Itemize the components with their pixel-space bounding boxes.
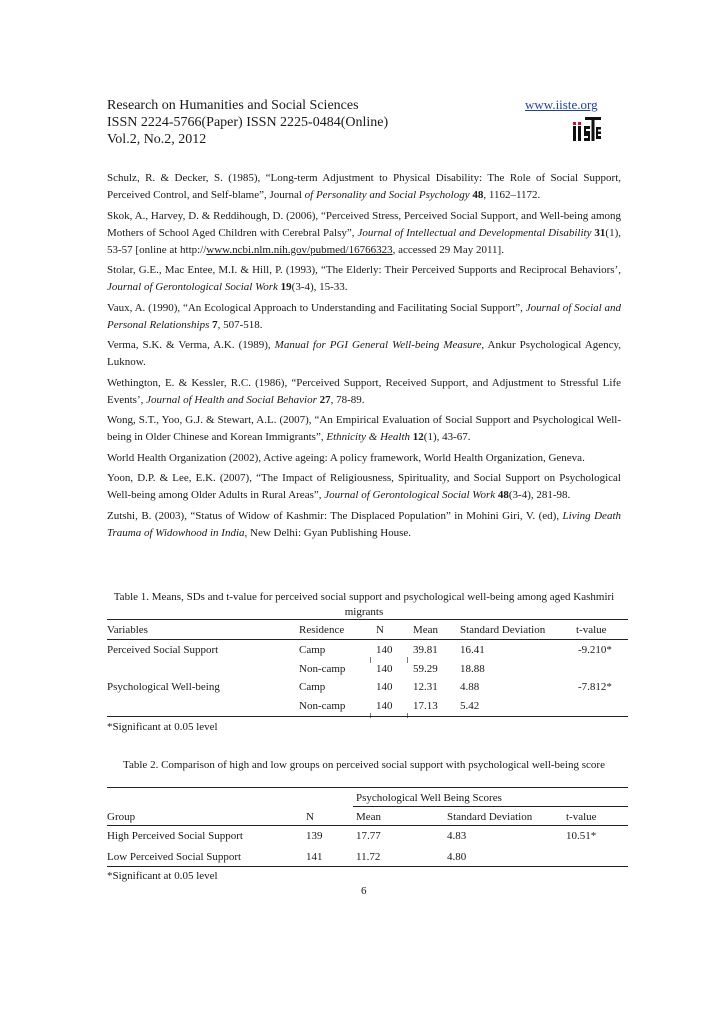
reference-text: (3-4), 15-33. <box>291 281 348 293</box>
reference-text: Zutshi, B. (2003), “Status of Widow of Kashmir: The Displaced Population” in Mohini Giri, V. (ed), <box>107 509 563 522</box>
reference-item <box>107 375 621 409</box>
table2-row2-group: Low Perceived Social Support <box>107 851 242 863</box>
table2-row2-n: 141 <box>306 851 323 863</box>
table2-header-sd: Standard Deviation <box>447 811 533 823</box>
reference-text: 7 <box>212 318 218 331</box>
table2-super-header: Psychological Well Being Scores <box>356 792 502 804</box>
reference-item <box>107 262 621 296</box>
volume-line: Vol.2, No.2, 2012 <box>107 132 207 147</box>
reference-text: (1), 43-67. <box>423 431 471 443</box>
table1-top-rule <box>107 619 628 620</box>
reference-text: , Ankur Psychological Agency, Luknow. <box>107 339 621 368</box>
table2-row1-t: 10.51* <box>566 830 597 842</box>
table2-header-t: t-value <box>566 811 597 823</box>
reference-text: Living Death Trauma of Widowhood in India, <box>107 509 622 539</box>
table2-header-rule <box>107 825 628 826</box>
table2-row2-sd: 4.80 <box>447 851 467 863</box>
table2-bottom-rule <box>107 866 628 867</box>
reference-url-link[interactable]: www.ncbi.nlm.nih.gov/pubmed/16766323 <box>206 243 393 256</box>
table2-row1-mean: 17.77 <box>356 830 381 842</box>
reference-text: Yoon, D.P. & Lee, E.K. (2007), “The Impact of Religiousness, Spirituality, and Social Support on Psychological Well-being among Older Adults in Rural Areas”, <box>107 472 621 501</box>
reference-text: New Delhi: Gyan Publishing House. <box>247 526 412 539</box>
journal-url-link[interactable]: www.iiste.org <box>525 97 598 112</box>
reference-text: 27 <box>319 393 331 406</box>
reference-item <box>107 470 621 504</box>
table1-header-rule <box>107 639 628 640</box>
reference-text: (1), 53-57 [online at http:// <box>107 226 621 256</box>
journal-title: Research on Humanities and Social Sciences <box>107 98 359 113</box>
reference-text: Manual for PGI General Well-being Measure <box>274 339 482 351</box>
table1-header-mean: Mean <box>413 624 439 636</box>
table2-super-rule <box>353 806 628 807</box>
reference-text: Journal of Gerontological Social Work <box>324 489 496 501</box>
table1-header-n: N <box>376 624 384 636</box>
issn-line: ISSN 2224-5766(Paper) ISSN 2225-0484(Online) <box>107 115 389 130</box>
table2-row1-n: 139 <box>306 830 323 842</box>
table1-caption: Table 1. Means, SDs and t-value for perceived social support and psychological well-being among aged Kashmiri migrants <box>113 591 615 618</box>
reference-text: Journal of Gerontological Social Work <box>107 281 278 293</box>
table1-row2-sd: 18.88 <box>460 663 485 675</box>
page-number: 6 <box>361 885 367 897</box>
table2-header-mean: Mean <box>356 811 382 823</box>
reference-text: Journal of Health and Social Behavior <box>146 393 317 406</box>
references-list <box>107 170 621 545</box>
table1-row1-n: 140 <box>376 644 393 656</box>
reference-text: Journal of Intellectual and Developmental Disability <box>357 226 592 239</box>
table2-note: *Significant at 0.05 level <box>107 870 218 882</box>
reference-text: , accessed 29 May 2011]. <box>392 243 504 256</box>
table1-divider <box>370 657 371 663</box>
reference-text: 31 <box>594 226 606 239</box>
table1-row3-variable: Psychological Well-being <box>107 681 220 693</box>
table1-row1-t: -9.210* <box>578 644 612 656</box>
reference-text: , 1162–1172. <box>483 189 541 201</box>
table1-row4-sd: 5.42 <box>460 700 480 712</box>
table1-row3-sd: 4.88 <box>460 681 480 693</box>
reference-item <box>107 300 621 334</box>
table1-note: *Significant at 0.05 level <box>107 721 218 733</box>
reference-item <box>107 450 621 467</box>
table2-header-n: N <box>306 811 314 823</box>
table2-row1-sd: 4.83 <box>447 830 467 842</box>
table1-row1-mean: 39.81 <box>413 644 438 656</box>
reference-item <box>107 508 621 542</box>
table1-divider <box>407 657 408 663</box>
reference-text: , 78-89. <box>330 393 365 406</box>
reference-text: of Personality and Social Psychology <box>304 189 470 201</box>
table1-row3-n: 140 <box>376 681 393 693</box>
reference-text: 12 <box>412 431 424 443</box>
reference-text: (3-4), 281-98. <box>508 489 571 501</box>
table1-bottom-rule <box>107 716 628 717</box>
table2-top-rule <box>107 787 628 788</box>
reference-text: Schulz, R. & Decker, S. (1985), “Long-term Adjustment to Physical Disability: The Role of Social Support, Perceived Control, and Self-blame”, Journal <box>107 172 621 201</box>
reference-text: 48 <box>472 189 484 201</box>
reference-text: World Health Organization (2002), Active ageing: A policy framework, World Health Organization, Geneva. <box>107 451 585 464</box>
reference-text: , 507-518. <box>217 318 263 331</box>
table2-caption: Table 2. Comparison of high and low groups on perceived social support with psychological well-being score <box>123 759 605 771</box>
table1-header-residence: Residence <box>299 624 345 636</box>
table1-row2-mean: 59.29 <box>413 663 438 675</box>
reference-text: 48 <box>497 489 509 501</box>
table1-row1-residence: Camp <box>299 644 326 656</box>
table1-row1-variable: Perceived Social Support <box>107 644 219 656</box>
table1-row1-sd: 16.41 <box>460 644 485 656</box>
table2-header-group: Group <box>107 811 136 823</box>
table1-row4-mean: 17.13 <box>413 700 438 712</box>
table1-row3-t: -7.812* <box>578 681 612 693</box>
table1-row4-n: 140 <box>376 700 393 712</box>
table1-header-sd: Standard Deviation <box>460 624 546 636</box>
reference-item <box>107 337 621 371</box>
reference-text: Ethnicity & Health <box>326 431 411 443</box>
table1-row3-residence: Camp <box>299 681 326 693</box>
reference-text: Journal of Social and Personal Relationships <box>107 301 621 331</box>
reference-item <box>107 170 621 204</box>
reference-text: Vaux, A. (1990), “An Ecological Approach to Understanding and Facilitating Social Support”, <box>107 301 526 314</box>
table1-row2-n: 140 <box>376 663 393 675</box>
table2-row2-mean: 11.72 <box>356 851 381 863</box>
reference-text: Skok, A., Harvey, D. & Reddihough, D. (2006), “Perceived Stress, Perceived Social Support, and Well-being among Mothers of School Aged Children with Cerebral Palsy”, <box>107 209 621 239</box>
reference-item <box>107 412 621 446</box>
table1-header-t: t-value <box>576 624 607 636</box>
reference-item <box>107 208 621 259</box>
reference-text: Wethington, E. & Kessler, R.C. (1986), “Perceived Support, Received Support, and Adjustment to Stressful Life Events’, <box>107 376 621 406</box>
table1-header-variables: Variables <box>107 624 148 636</box>
table2-row1-group: High Perceived Social Support <box>107 830 243 842</box>
reference-text: Stolar, G.E., Mac Entee, M.I. & Hill, P. (1993), “The Elderly: Their Perceived Supports and Reciprocal Behaviors’, <box>107 264 621 276</box>
reference-text: 19 <box>280 281 292 293</box>
reference-text: Wong, S.T., Yoo, G.J. & Stewart, A.L. (2007), “An Empirical Evaluation of Social Support and Psychological Well-being in Older Chinese and Korean Immigrants”, <box>107 414 621 443</box>
table1-row3-mean: 12.31 <box>413 681 438 693</box>
table1-row4-residence: Non-camp <box>299 700 346 712</box>
table1-row2-residence: Non-camp <box>299 663 346 675</box>
iiste-logo <box>571 115 603 145</box>
reference-text: Verma, S.K. & Verma, A.K. (1989), <box>107 339 275 351</box>
